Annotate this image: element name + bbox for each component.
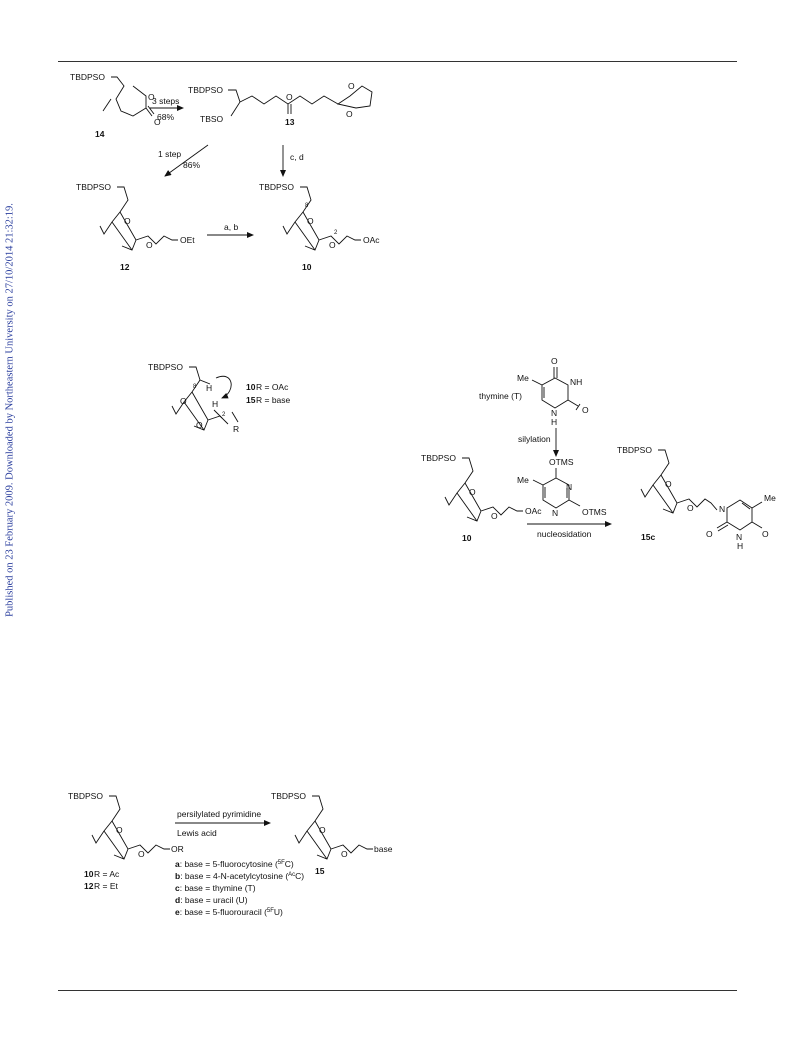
s4-sm-text10: R = Ac <box>94 869 120 879</box>
s4-base-list <box>175 859 304 917</box>
arrow-cd-text: c, d <box>290 152 304 162</box>
tms-me: Me <box>517 475 529 485</box>
compound-15c <box>617 445 776 551</box>
base-item-c: c: base = thymine (T) <box>175 883 256 893</box>
nucleosidation-text: nucleosidation <box>537 529 592 539</box>
c10-o2: O <box>329 240 336 250</box>
c14-tbdpso: TBDPSO <box>70 72 105 82</box>
c12-label: 12 <box>120 262 130 272</box>
thymine <box>479 356 589 427</box>
arrow-1step-top: 1 step <box>158 149 182 159</box>
thymine-label: thymine (T) <box>479 391 522 401</box>
c15c-o-left: O <box>706 529 713 539</box>
thymine-o-right: O <box>582 405 589 415</box>
c10-label: 10 <box>302 262 312 272</box>
c13-o2: O <box>346 109 353 119</box>
tms-n1: N <box>566 482 573 492</box>
s2-h1: H <box>206 383 213 393</box>
arrow-nucleosidation <box>527 524 611 539</box>
s2-tbdpso: TBDPSO <box>148 362 183 372</box>
s3-compound-10 <box>421 453 542 543</box>
s2-num2: 2 <box>222 412 226 418</box>
compound-12 <box>76 182 195 272</box>
c15c-label: 15c <box>641 532 656 542</box>
s2-num8: 8 <box>193 384 197 390</box>
c12-oet: OEt <box>180 235 195 245</box>
compound-14 <box>70 72 161 139</box>
sidebar-citation-text: Published on 23 February 2009. Downloaded by Northeastern University on 27/10/2014 21:32:19. <box>4 203 16 617</box>
s3-c10-o2: O <box>491 511 498 521</box>
s4-p-o1: O <box>319 825 326 835</box>
s4-sm-text12: R = Et <box>94 881 118 891</box>
thymine-me: Me <box>517 373 529 383</box>
c10-tbdpso: TBDPSO <box>259 182 294 192</box>
s2-o1: O <box>180 396 187 406</box>
s2-legend15-text: R = base <box>256 395 291 405</box>
scheme1 <box>70 72 380 272</box>
c15c-o1: O <box>665 479 672 489</box>
thymine-n: N <box>551 408 558 418</box>
c14-o-carbonyl: O <box>154 117 161 127</box>
base-item-a: a: base = 5-fluorocytosine ($^{5F}$C) <box>175 859 294 869</box>
tms-n2: N <box>552 508 559 518</box>
thymine-nh: NH <box>570 377 583 387</box>
s4-arrow <box>175 809 270 838</box>
arrow1-top-text: 3 steps <box>152 96 180 106</box>
c15c-n: N <box>719 504 726 514</box>
c15c-o-right: O <box>762 529 769 539</box>
c13-o1: O <box>348 81 355 91</box>
arrow-silylation <box>518 428 556 456</box>
s4-p-o2: O <box>341 849 348 859</box>
base-item-e: e: base = 5-fluorouracil ($^{5F}$U) <box>175 907 283 917</box>
otms-bottom: OTMS <box>582 507 607 517</box>
arrow-to-12 <box>158 145 208 176</box>
s4-starting-material <box>68 791 184 891</box>
base-item-d: d: base = uracil (U) <box>175 895 248 905</box>
s4-sm-label10: 10 <box>84 869 94 879</box>
c10-num8: 8 <box>305 203 309 209</box>
s2-legend10-num: 10 <box>246 382 256 392</box>
c13-tbso: TBSO <box>200 114 224 124</box>
arrow-1step-bottom: 86% <box>183 160 201 170</box>
otms-top: OTMS <box>549 457 574 467</box>
s2-legend10-text: R = OAc <box>256 382 289 392</box>
compound-13 <box>188 81 372 127</box>
c14-label: 14 <box>95 129 105 139</box>
thymine-h: H <box>551 417 558 427</box>
c15c-o2: O <box>687 503 694 513</box>
s4-sm-label12: 12 <box>84 881 94 891</box>
thymine-o-top: O <box>551 356 558 366</box>
c13-o-ketone: O <box>286 92 293 102</box>
s3-c10-label: 10 <box>462 533 472 543</box>
s3-c10-tbdpso: TBDPSO <box>421 453 456 463</box>
arrow-ab-text: a, b <box>224 222 239 232</box>
c15c-n-h: N <box>736 532 743 542</box>
c12-tbdpso: TBDPSO <box>76 182 111 192</box>
s2-h2: H <box>212 399 219 409</box>
s2-o2: O <box>196 420 203 430</box>
s4-arrow-top: persilylated pyrimidine <box>177 809 262 819</box>
compound-10-top <box>259 182 380 272</box>
c13-tbdpso: TBDPSO <box>188 85 223 95</box>
c12-o2: O <box>146 240 153 250</box>
s4-sm-tbdpso: TBDPSO <box>68 791 103 801</box>
s4-arrow-bottom: Lewis acid <box>177 828 217 838</box>
c12-o1: O <box>124 216 131 226</box>
s2-r: R <box>233 424 240 434</box>
s4-sm-o1: O <box>116 825 123 835</box>
scheme2 <box>148 362 291 434</box>
silylation-text: silylation <box>518 434 551 444</box>
c13-label: 13 <box>285 117 295 127</box>
s2-legend15-num: 15 <box>246 395 256 405</box>
c15c-me: Me <box>764 493 776 503</box>
s3-c10-o1: O <box>469 487 476 497</box>
c15c-tbdpso: TBDPSO <box>617 445 652 455</box>
base-item-b: b: base = 4-N-acetylcytosine ($^{Ac}$C) <box>175 871 305 881</box>
arrow-12-to-10 <box>207 222 253 235</box>
arrow1-bottom-text: 68% <box>157 112 175 122</box>
c14-o: O <box>148 92 155 102</box>
s4-p-base: base <box>374 844 393 854</box>
c10-oac: OAc <box>363 235 380 245</box>
arrow-13-to-10 <box>283 145 304 176</box>
c15c-h: H <box>737 541 744 551</box>
scheme3 <box>421 356 776 551</box>
s4-p-tbdpso: TBDPSO <box>271 791 306 801</box>
scheme4 <box>68 791 393 917</box>
c10-o1: O <box>307 216 314 226</box>
s3-c10-oac: OAc <box>525 506 542 516</box>
s4-p-label: 15 <box>315 866 325 876</box>
s4-sm-o2: O <box>138 849 145 859</box>
s4-sm-or: OR <box>171 844 184 854</box>
c10-num2: 2 <box>334 230 338 236</box>
